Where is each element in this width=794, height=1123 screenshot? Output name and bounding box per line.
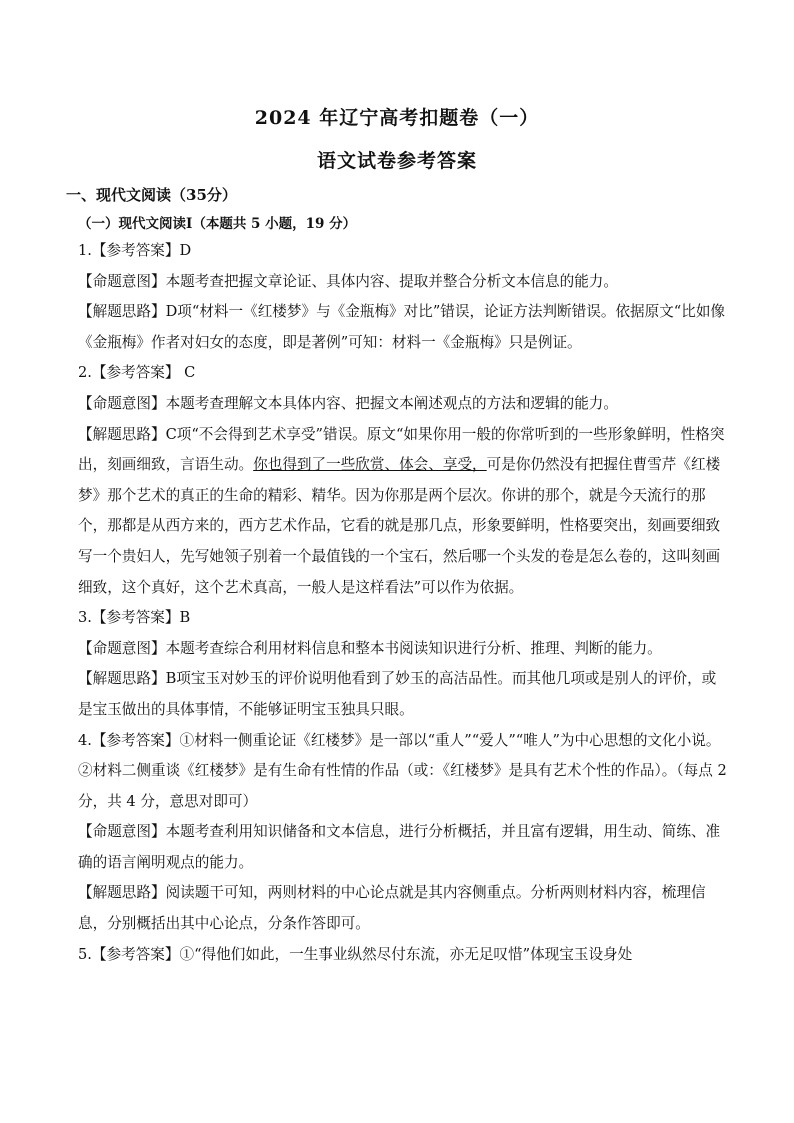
q4-intent: 【命题意图】本题考查利用知识储备和文本信息，进行分析概括，并且富有逻辑，用生动、简练、准确的语言阐明观点的能力。 [78,823,721,871]
q2-analysis-underlined: 你也得到了一些欣赏、体会、享受， [253,456,487,474]
q3-intent: 【命题意图】本题考查综合利用材料信息和整本书阅读知识进行分析、推理、判断的能力。 [78,639,662,657]
subsection-heading: （一）现代文阅读Ⅰ（本题共 5 小题，19 分） [78,216,357,232]
q4-answer: 4.【参考答案】①材料一侧重论证《红楼梦》是一部以“重人”“爱人”“唯人”为中心思想的文化小说。②材料二侧重谈《红楼梦》是有生命有性情的作品（或：《红楼梦》是具有艺术个性的作品）。（每点 2 分，共 4 分，意思对即可） [78,731,727,810]
q4-analysis: 【解题思路】阅读题干可知，两则材料的中心论点就是其内容侧重点。分析两则材料内容，梳理信息，分别概括出其中心论点，分条作答即可。 [78,884,706,933]
q1-answer: 1.【参考答案】D [78,242,192,259]
q1-analysis: 【解题思路】D项“材料一《红楼梦》与《金瓶梅》对比”错误，论证方法判断错误。依据原文“比如像《金瓶梅》作者对妇女的态度，即是著例”可知：材料一《金瓶梅》只是例证。 [78,303,726,351]
q2-answer: 2.【参考答案】 C [78,364,196,382]
q1-intent: 【命题意图】本题考查把握文章论证、具体内容、提取并整合分析文本信息的能力。 [78,272,618,290]
q2-analysis-part-a: 【解题思路】C项“不会得到艺术享受”错误。原文“如果你用一般的你常听到的一些形象鲜明，性格突出，刻画细致，言语生动。 [78,425,725,474]
document-title: 2024 年辽宁高考扣题卷（一） [254,107,540,129]
q3-answer: 3.【参考答案】B [78,609,191,627]
q2-analysis-part-b: 可是你仍然没有把握住曹雪芹《红楼梦》那个艺术的真正的生命的精彩、精华。因为你那是两个层次。你讲的那个，就是今天流行的那个，那都是从西方来的，西方艺术作品，它看的就是那几点，形象要鲜明，性格要突出，刻画要细致写一个贵妇人，先写她领子别着一个最值钱的一个宝石，然后哪一个头发的卷是怎么卷的，这叫刻画细致，这个真好，这个艺术真高，一般人是这样看法”可以作为依据。 [78,456,721,596]
section-heading: 一、现代文阅读（35分） [66,186,237,204]
q2-analysis [78,420,730,604]
q5-answer: 5.【参考答案】①“得他们如此，一生事业纵然尽付东流，亦无足叹惜”体现宝玉设身处 [78,945,633,963]
q3-analysis: 【解题思路】B项宝玉对妙玉的评价说明他看到了妙玉的高洁品性。而其他几项或是别人的评价，或是宝玉做出的具体事情，不能够证明宝玉独具只眼。 [78,670,717,718]
q2-intent: 【命题意图】本题考查理解文本具体内容、把握文本阐述观点的方法和逻辑的能力。 [78,394,618,412]
document-subtitle: 语文试卷参考答案 [316,150,477,172]
answers-body [78,236,730,970]
